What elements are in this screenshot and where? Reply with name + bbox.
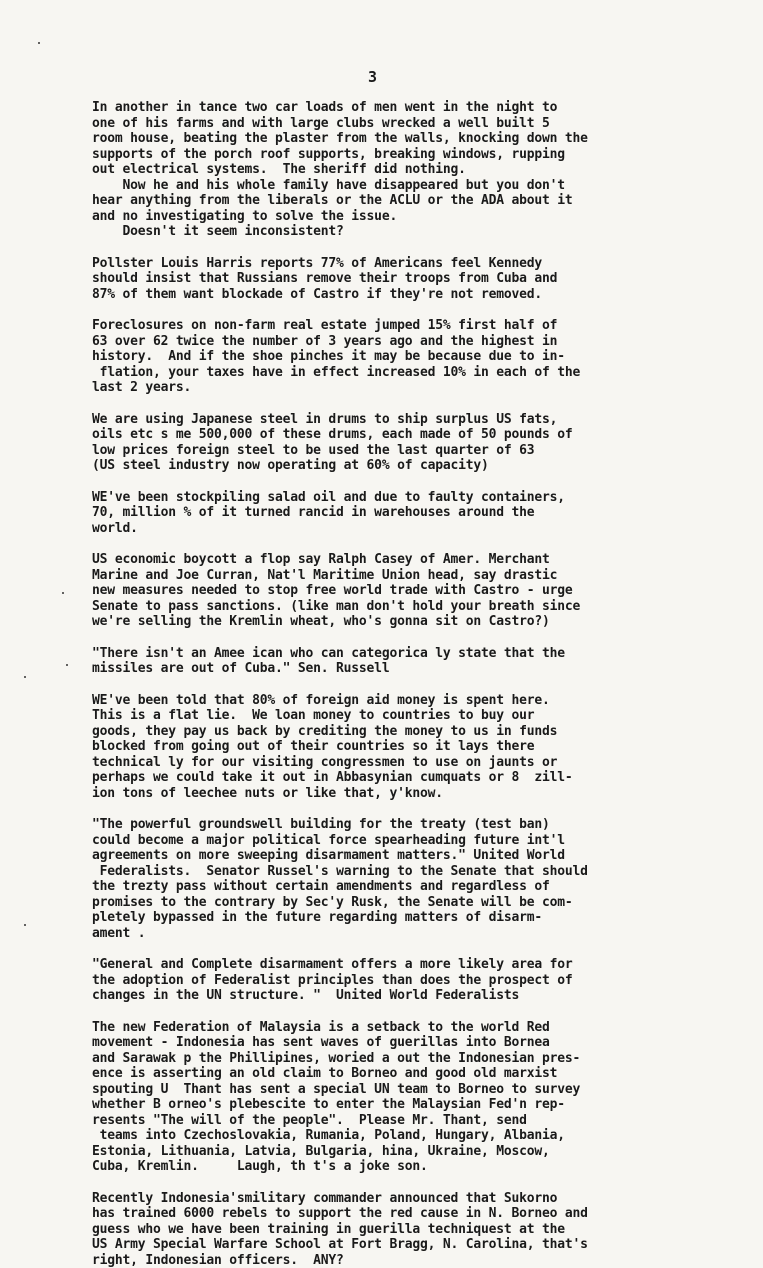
paragraph-harris-poll: Pollster Louis Harris reports 77% of Americans feel Kennedy should insist that Russians remove their troops from Cuba and 87% of them want blockade of Castro if they're not removed. xyxy=(92,256,713,303)
paragraph-japanese-steel: We are using Japanese steel in drums to ship surplus US fats, oils etc s me 500,000 of these drums, each made of 50 pounds of low prices foreign steel to be used the last quarter of 63 (US steel industry now operating at 60% of capacity) xyxy=(92,412,713,474)
paragraph-salad-oil: WE've been stockpiling salad oil and due to faulty containers, 70, million % of it turned rancid in warehouses around the world. xyxy=(92,490,713,537)
paper-speck xyxy=(38,42,40,44)
paper-speck xyxy=(62,592,64,594)
paragraph-malaysia: The new Federation of Malaysia is a setback to the world Red movement - Indonesia has sent waves of guerillas into Bornea and Sarawak p the Phillipines, woried a out the Indonesian pres- ence is asserting an old claim to Borneo and good old marxist spouting U Thant has sent a special UN team to Borneo to survey whether B orneo's plebescite to enter the Malaysian Fed'n rep- resents "The will of the people". Please Mr. Thant, send teams into Czechoslovakia, Rumania, Poland, Hungary, Albania, Estonia, Lithuania, Latvia, Bulgaria, hina, Ukraine, Moscow, Cuba, Kremlin. Laugh, th t's a joke son. xyxy=(92,1020,713,1175)
paragraph-farm-incident: In another in tance two car loads of men went in the night to one of his farms and with large clubs wrecked a well built 5 room house, beating the plaster from the walls, knocking down the supports of the porch roof supports, breaking windows, rupping out electrical systems. The sheriff did nothing. Now he and his whole family have disappeared but you don't hear anything from the liberals or the ACLU or the ADA about it and no investigating to solve the issue. Doesn't it seem inconsistent? xyxy=(92,100,713,240)
paragraph-disarmament: "General and Complete disarmament offers a more likely area for the adoption of Federalist principles than does the prospect of changes in the UN structure. " United World Federalists xyxy=(92,957,713,1004)
paper-speck xyxy=(24,676,26,678)
paragraph-foreclosures: Foreclosures on non-farm real estate jumped 15% first half of 63 over 62 twice the number of 3 years ago and the highest in history. And if the shoe pinches it may be because due to in- flation, your taxes have in effect increased 10% in each of the last 2 years. xyxy=(92,318,713,396)
paragraph-boycott: US economic boycott a flop say Ralph Casey of Amer. Merchant Marine and Joe Curran, Nat'l Maritime Union head, say drastic new measures needed to stop free world trade with Castro - urge Senate to pass sanctions. (like man don't hold your breath since we're selling the Kremlin wheat, who's gonna sit on Castro?) xyxy=(92,552,713,630)
paragraph-russell-quote: "There isn't an Amee ican who can categorica ly state that the missiles are out of Cuba." Sen. Russell xyxy=(92,646,713,677)
page-number: 3 xyxy=(368,68,377,86)
paragraph-foreign-aid: WE've been told that 80% of foreign aid money is spent here. This is a flat lie. We loan money to countries to buy our goods, they pay us back by crediting the money to us in funds blocked from going out of their countries so it lays there technical ly for our visiting congressmen to use on jaunts or perhaps we could take it out in Abbasynian cumquats or 8 zill- ion tons of leechee nuts or like that, y'know. xyxy=(92,693,713,802)
paper-speck xyxy=(24,924,26,926)
paragraph-treaty: "The powerful groundswell building for the treaty (test ban) could become a major political force spearheading future int'l agreements on more sweeping disarmament matters." United World Federalists. Senator Russel's warning to the Senate that should the trezty pass without certain amendments and regardless of promises to the contrary by Sec'y Rusk, the Senate will be com- pletely bypassed in the future regarding matters of disarm- ament . xyxy=(92,817,713,941)
paragraph-indonesia: Recently Indonesia'smilitary commander announced that Sukorno has trained 6000 rebels to support the red cause in N. Borneo and guess who we have been training in guerilla techniquest at the US Army Special Warfare School at Fort Bragg, N. Carolina, that's right, Indonesian officers. ANY? xyxy=(92,1191,713,1268)
document-body xyxy=(92,100,713,1268)
paper-speck xyxy=(66,664,68,666)
